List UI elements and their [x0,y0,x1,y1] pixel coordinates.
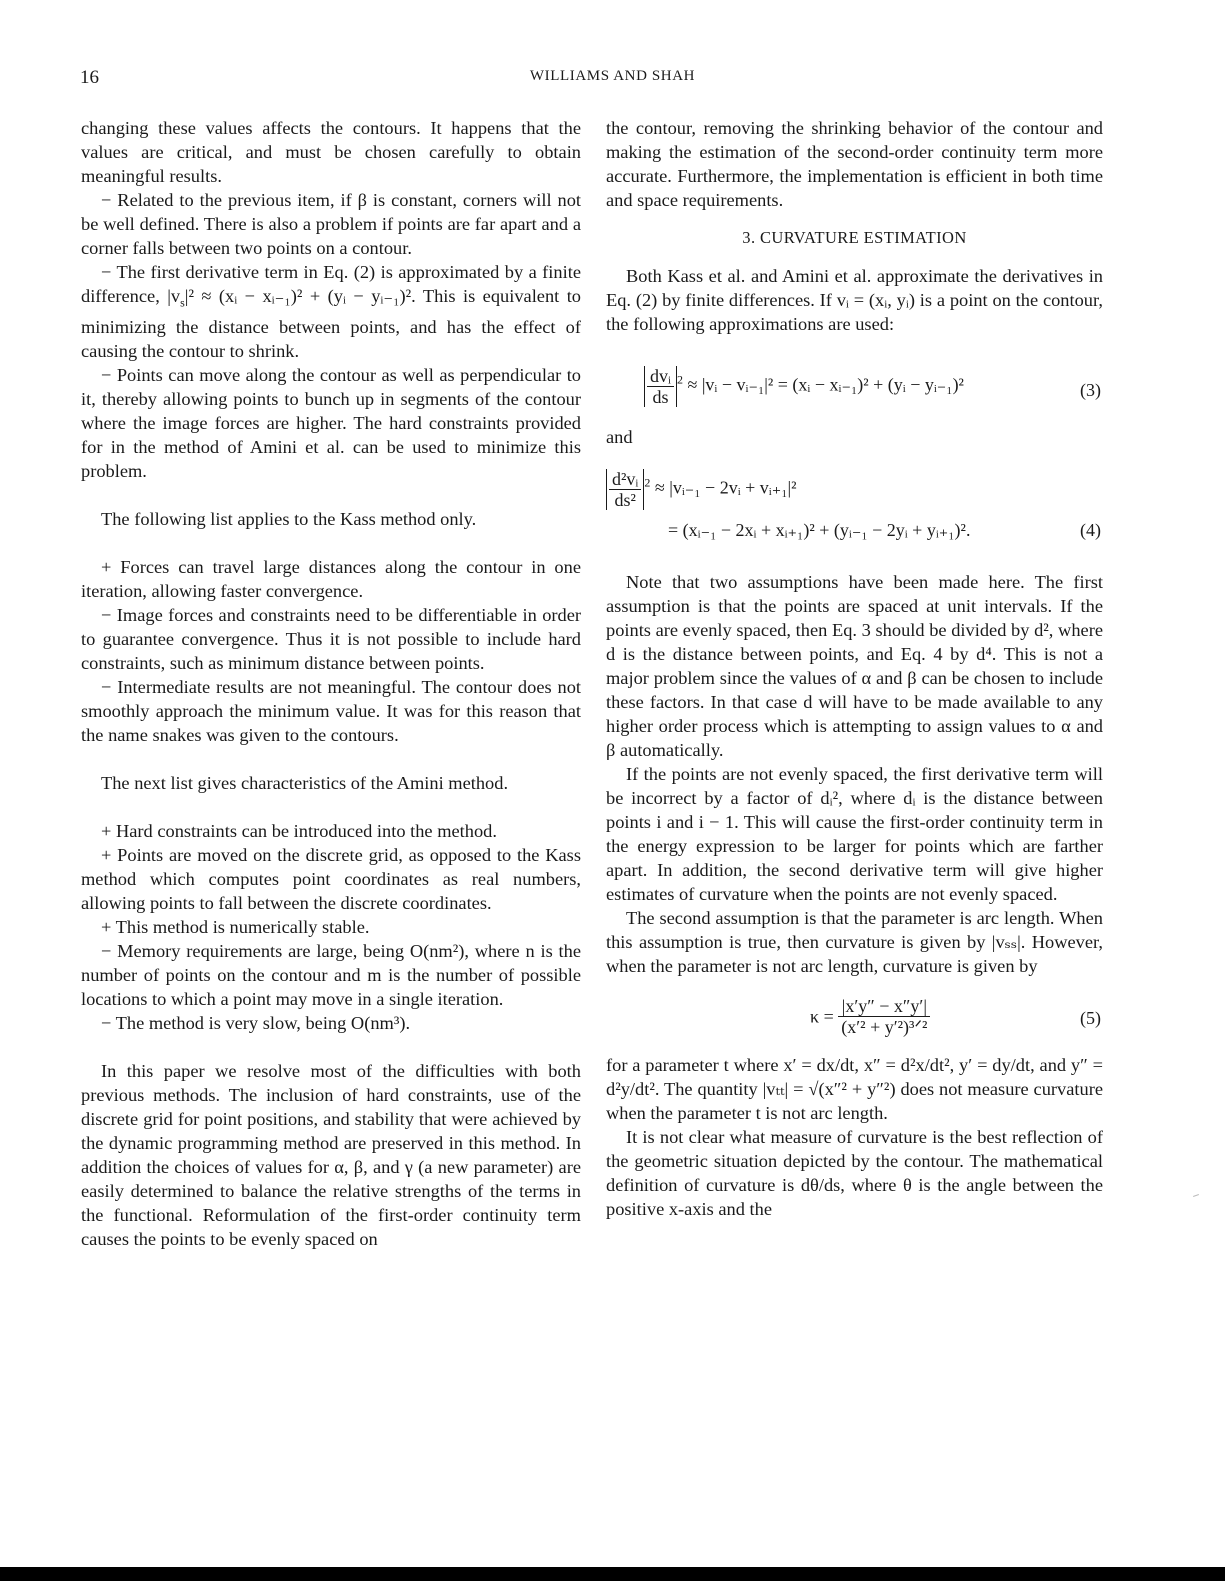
paragraph: the contour, removing the shrinking behavior of the contour and making the estimation of the second-order continuity term more accurate. Furthermore, the implementation is efficient in both time and space requirements. [606,118,1103,210]
list-item: − Related to the previous item, if β is constant, corners will not be well defined. There is also a problem if points are far apart and a corner falls between two points on a contour. [81,190,581,258]
paragraph: changing these values affects the contours. It happens that the values are critical, and must be chosen carefully to obtain meaningful results. [81,118,581,186]
section-heading: 3. CURVATURE ESTIMATION [742,228,967,247]
paragraph: It is not clear what measure of curvature is the best reflection of the geometric situation depicted by the contour. The mathematical definition of curvature is dθ/ds, where θ is the angle between the positive x-axis and the [606,1127,1103,1219]
paragraph: In this paper we resolve most of the difficulties with both previous methods. The inclusion of hard constraints, use of the discrete grid for point positions, and stability that were achieved by the dynamic programming method are preserved in this method. In addition the choices of values for α, β, and γ (a new parameter) are easily determined to balance the relative strengths of the terms in the functional. Reformulation of the first-order continuity term causes the points to be evenly spaced on [81,1060,581,1249]
list-item: − Image forces and constraints need to be differentiable in order to guarantee convergence. Thus it is not possible to include hard constraints, such as minimum distance between points. [81,604,581,673]
list-item: − The first derivative term in Eq. (2) is approximated by a finite difference, $|v_s|^2$ ≈ (xᵢ − xᵢ₋₁)² + (yᵢ − yᵢ₋₁)². This is equivalent to minimizing the distance between points, and has the effect of causing the contour to shrink. [81,262,581,361]
page-number: 16 [80,67,99,88]
list-item: − The method is very slow, being O(nm³). [101,1012,411,1033]
paragraph: If the points are not evenly spaced, the first derivative term will be incorrect by a factor of dᵢ², where dᵢ is the distance between points i and i − 1. This will cause the first-order continuity term in the energy expression to be larger for points which are farther apart. In addition, the second derivative term will give higher estimates of curvature when the points are not evenly spaced. [606,764,1103,904]
kass-list-intro: The following list applies to the Kass method only. [101,508,477,529]
paragraph: The second assumption is that the parameter is arc length. When this assumption is true, then curvature is given by |vₛₛ|. However, when the parameter is not arc length, curvature is given by [606,908,1103,976]
paragraph: Both Kass et al. and Amini et al. approximate the derivatives in Eq. (2) by finite differences. If vᵢ = (xᵢ, yᵢ) is a point on the contour, the following approximations are used: [606,266,1103,334]
list-item: − Points can move along the contour as well as perpendicular to it, thereby allowing points to bunch up in segments of the contour where the image forces are higher. The hard constraints provided for in the method of Amini et al. can be used to minimize this problem. [81,364,581,481]
running-head: WILLIAMS AND SHAH [529,68,696,84]
right-column [606,116,1103,1221]
connector-text: and [606,427,633,447]
equation-3: $\frac{\text{dvᵢ}}{ds}$ $^2$ ≈ |vᵢ − vᵢ₋₁|² = (xᵢ − xᵢ₋₁)² + (yᵢ − yᵢ₋₁)² (3) [606,366,1103,407]
list-item: + This method is numerically stable. [101,916,370,937]
equation-number: (5) [1080,1008,1101,1028]
left-column [81,116,581,1251]
amini-list-intro: The next list gives characteristics of the Amini method. [101,772,509,793]
list-item: + Hard constraints can be introduced into the method. [101,820,497,841]
bottom-scan-edge [0,1567,1225,1581]
list-item: + Points are moved on the discrete grid, as opposed to the Kass method which computes point coordinates as real numbers, allowing points to fall between the discrete coordinates. [81,844,581,913]
equation-number: (3) [1080,380,1101,400]
equation-4-line2: = (xᵢ₋₁ − 2xᵢ + xᵢ₊₁)² + (yᵢ₋₁ − 2yᵢ + yᵢ₊₁)². (4) [668,520,1101,540]
paragraph: for a parameter t where x′ = dx/dt, x″ = d²x/dt², y′ = dy/dt, and y″ = d²y/dt². The quantity |vₜₜ| = √(x″² + y″²) does not measure curvature when the parameter t is not arc length. [606,1055,1103,1123]
equation-4: $\frac{\text{d²vᵢ}}{\text{ds²}}$ $^2$ ≈ |vᵢ₋₁ − 2vᵢ + vᵢ₊₁|² [606,469,1103,510]
list-item: − Intermediate results are not meaningful. The contour does not smoothly approach the minimum value. It was for this reason that the name snakes was given to the contours. [81,676,581,745]
list-item: + Forces can travel large distances along the contour in one iteration, allowing faster convergence. [81,556,581,601]
paragraph: Note that two assumptions have been made here. The first assumption is that the points are spaced at unit intervals. If the points are evenly spaced, then Eq. 3 should be divided by d², where d is the distance between points, and Eq. 4 by d⁴. This is not a major problem since the values of α and β can be chosen to include these factors. In that case d will have to be made available to any higher order process which is attempting to assign values to α and β automatically. [606,572,1103,760]
equation-5: κ = $\frac{|x'y'' - x''y'|}{\text{(x′² + y′²)³ᐟ²}}$ (5) [810,996,1101,1037]
equation-number: (4) [1080,520,1101,540]
scan-speck [1193,1194,1199,1197]
list-item: − Memory requirements are large, being O(nm²), where n is the number of points on the contour and m is the number of possible locations to which a point may move in a single iteration. [81,940,581,1009]
